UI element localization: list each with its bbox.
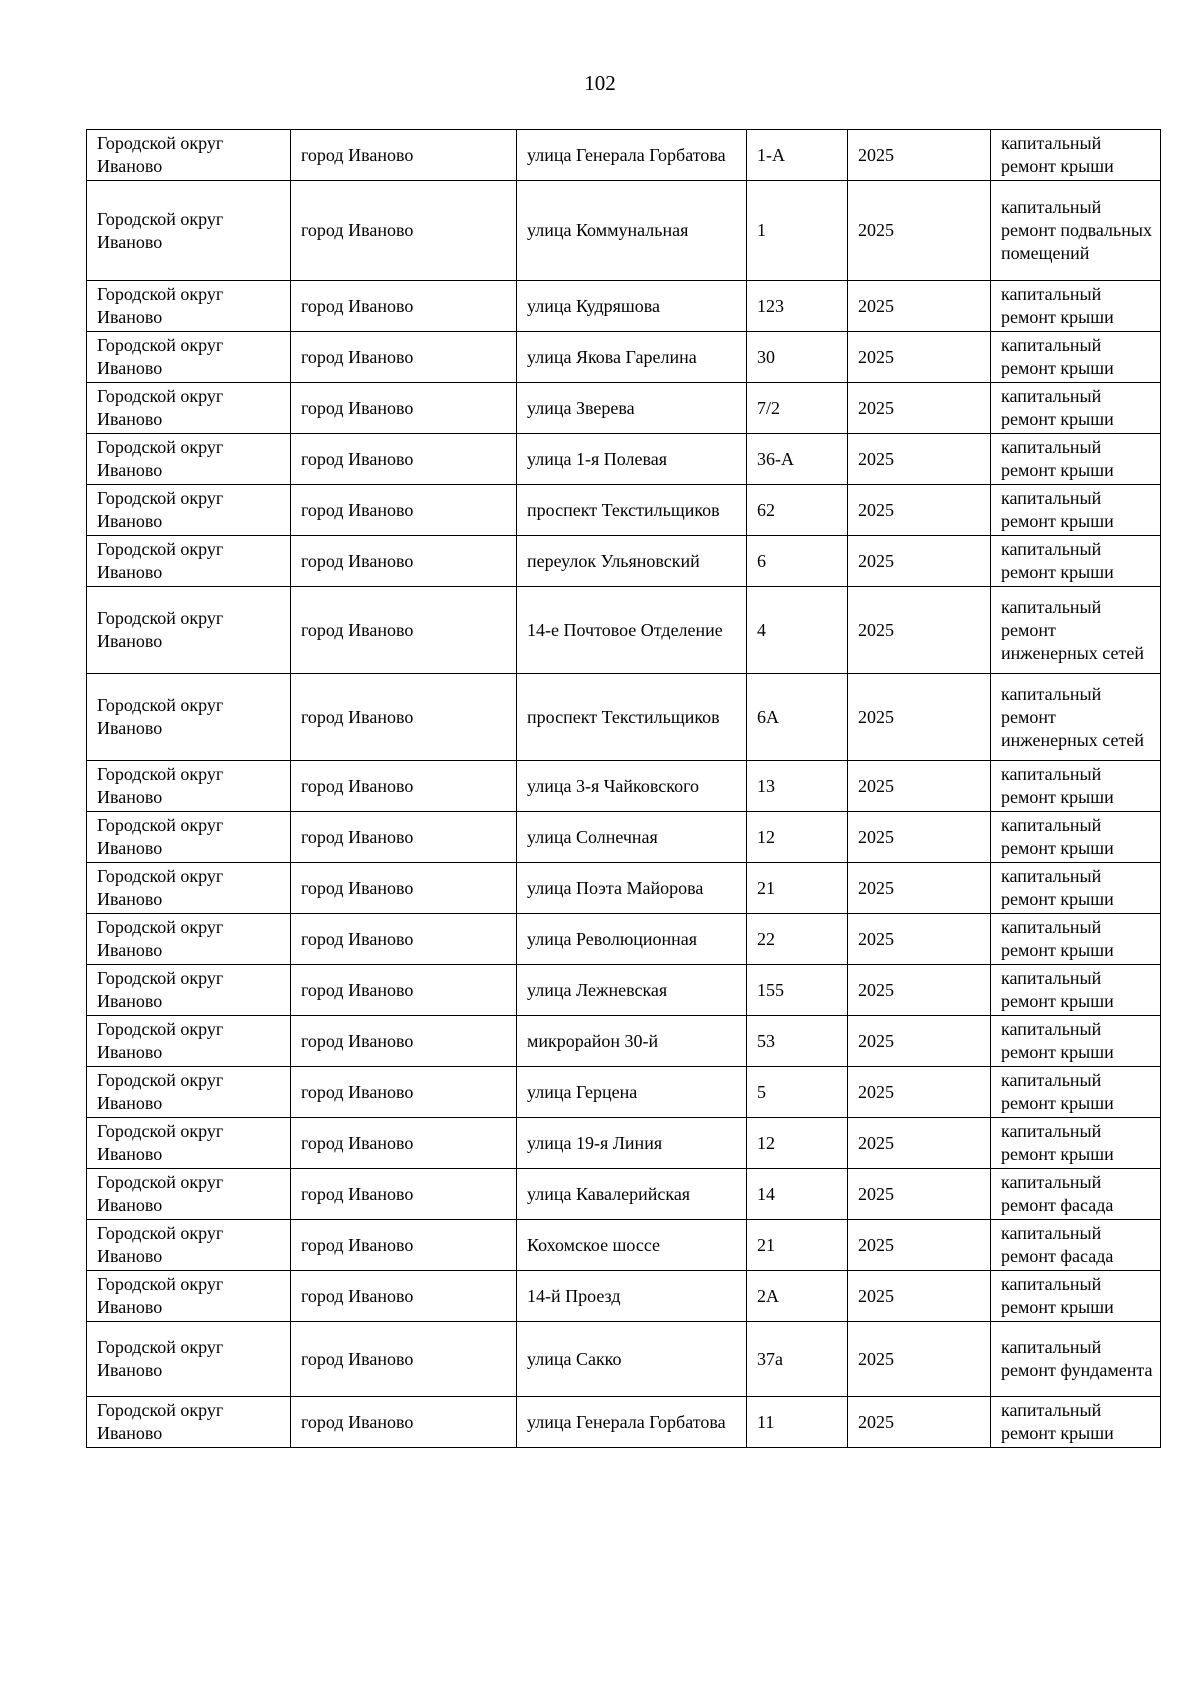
house-number-cell: 21: [747, 1220, 848, 1271]
year-cell: 2025: [848, 1271, 991, 1322]
street-cell: проспект Текстильщиков: [517, 674, 747, 761]
house-number-cell: 30: [747, 332, 848, 383]
year-cell: 2025: [848, 1322, 991, 1397]
municipality-cell: Городской округ Иваново: [87, 965, 291, 1016]
house-number-cell: 12: [747, 812, 848, 863]
work-type-cell: капитальный ремонт крыши: [991, 1118, 1161, 1169]
year-cell: 2025: [848, 383, 991, 434]
page-number: 102: [584, 71, 616, 95]
street-cell: улица Солнечная: [517, 812, 747, 863]
municipality-cell: Городской округ Иваново: [87, 383, 291, 434]
house-number-cell: 6: [747, 536, 848, 587]
street-cell: улица Генерала Горбатова: [517, 130, 747, 181]
table-row: [87, 1118, 1161, 1169]
settlement-cell: город Иваново: [291, 485, 517, 536]
table-row: [87, 587, 1161, 674]
year-cell: 2025: [848, 181, 991, 281]
municipality-cell: Городской округ Иваново: [87, 761, 291, 812]
settlement-cell: город Иваново: [291, 130, 517, 181]
municipality-cell: Городской округ Иваново: [87, 281, 291, 332]
work-type-cell: капитальный ремонт инженерных сетей: [991, 674, 1161, 761]
work-type-cell: капитальный ремонт крыши: [991, 914, 1161, 965]
table-row: [87, 1016, 1161, 1067]
street-cell: улица Революционная: [517, 914, 747, 965]
street-cell: улица Кудряшова: [517, 281, 747, 332]
house-number-cell: 13: [747, 761, 848, 812]
settlement-cell: город Иваново: [291, 383, 517, 434]
house-number-cell: 1: [747, 181, 848, 281]
municipality-cell: Городской округ Иваново: [87, 536, 291, 587]
work-type-cell: капитальный ремонт крыши: [991, 332, 1161, 383]
house-number-cell: 123: [747, 281, 848, 332]
house-number-cell: 14: [747, 1169, 848, 1220]
work-type-cell: капитальный ремонт крыши: [991, 130, 1161, 181]
year-cell: 2025: [848, 965, 991, 1016]
house-number-cell: 21: [747, 863, 848, 914]
table-row: [87, 281, 1161, 332]
street-cell: улица Кавалерийская: [517, 1169, 747, 1220]
work-type-cell: капитальный ремонт крыши: [991, 863, 1161, 914]
table-row: [87, 181, 1161, 281]
settlement-cell: город Иваново: [291, 1220, 517, 1271]
table-row: [87, 863, 1161, 914]
year-cell: 2025: [848, 281, 991, 332]
work-type-cell: капитальный ремонт крыши: [991, 383, 1161, 434]
house-number-cell: 11: [747, 1397, 848, 1448]
table-row: [87, 812, 1161, 863]
street-cell: улица 19-я Линия: [517, 1118, 747, 1169]
settlement-cell: город Иваново: [291, 434, 517, 485]
municipality-cell: Городской округ Иваново: [87, 1220, 291, 1271]
municipality-cell: Городской округ Иваново: [87, 674, 291, 761]
year-cell: 2025: [848, 536, 991, 587]
work-type-cell: капитальный ремонт крыши: [991, 761, 1161, 812]
work-type-cell: капитальный ремонт фундамента: [991, 1322, 1161, 1397]
settlement-cell: город Иваново: [291, 1016, 517, 1067]
table-body: [87, 130, 1161, 1448]
table-row: [87, 761, 1161, 812]
house-number-cell: 1-А: [747, 130, 848, 181]
house-number-cell: 5: [747, 1067, 848, 1118]
year-cell: 2025: [848, 914, 991, 965]
street-cell: микрорайон 30-й: [517, 1016, 747, 1067]
table-row: [87, 674, 1161, 761]
street-cell: улица Сакко: [517, 1322, 747, 1397]
year-cell: 2025: [848, 332, 991, 383]
settlement-cell: город Иваново: [291, 812, 517, 863]
street-cell: улица Якова Гарелина: [517, 332, 747, 383]
street-cell: улица Герцена: [517, 1067, 747, 1118]
year-cell: 2025: [848, 130, 991, 181]
settlement-cell: город Иваново: [291, 536, 517, 587]
street-cell: улица 3-я Чайковского: [517, 761, 747, 812]
table-row: [87, 1322, 1161, 1397]
year-cell: 2025: [848, 863, 991, 914]
municipality-cell: Городской округ Иваново: [87, 1271, 291, 1322]
work-type-cell: капитальный ремонт крыши: [991, 536, 1161, 587]
work-type-cell: капитальный ремонт крыши: [991, 434, 1161, 485]
table-row: [87, 332, 1161, 383]
house-number-cell: 155: [747, 965, 848, 1016]
municipality-cell: Городской округ Иваново: [87, 587, 291, 674]
work-type-cell: капитальный ремонт фасада: [991, 1220, 1161, 1271]
year-cell: 2025: [848, 761, 991, 812]
table-row: [87, 914, 1161, 965]
work-type-cell: капитальный ремонт крыши: [991, 965, 1161, 1016]
municipality-cell: Городской округ Иваново: [87, 130, 291, 181]
year-cell: 2025: [848, 674, 991, 761]
house-number-cell: 7/2: [747, 383, 848, 434]
municipality-cell: Городской округ Иваново: [87, 332, 291, 383]
municipality-cell: Городской округ Иваново: [87, 1016, 291, 1067]
year-cell: 2025: [848, 485, 991, 536]
house-number-cell: 53: [747, 1016, 848, 1067]
table-row: [87, 965, 1161, 1016]
table-row: [87, 1169, 1161, 1220]
settlement-cell: город Иваново: [291, 1067, 517, 1118]
municipality-cell: Городской округ Иваново: [87, 914, 291, 965]
work-type-cell: капитальный ремонт инженерных сетей: [991, 587, 1161, 674]
work-type-cell: капитальный ремонт крыши: [991, 1016, 1161, 1067]
street-cell: улица 1-я Полевая: [517, 434, 747, 485]
municipality-cell: Городской округ Иваново: [87, 434, 291, 485]
table-row: [87, 536, 1161, 587]
year-cell: 2025: [848, 1169, 991, 1220]
work-type-cell: капитальный ремонт крыши: [991, 1067, 1161, 1118]
settlement-cell: город Иваново: [291, 761, 517, 812]
table-row: [87, 1397, 1161, 1448]
street-cell: улица Коммунальная: [517, 181, 747, 281]
table-row: [87, 1067, 1161, 1118]
settlement-cell: город Иваново: [291, 965, 517, 1016]
year-cell: 2025: [848, 1397, 991, 1448]
year-cell: 2025: [848, 1118, 991, 1169]
municipality-cell: Городской округ Иваново: [87, 1118, 291, 1169]
house-number-cell: 22: [747, 914, 848, 965]
repair-registry-table: [86, 129, 1161, 1448]
table-row: [87, 1271, 1161, 1322]
municipality-cell: Городской округ Иваново: [87, 863, 291, 914]
year-cell: 2025: [848, 587, 991, 674]
settlement-cell: город Иваново: [291, 1322, 517, 1397]
year-cell: 2025: [848, 812, 991, 863]
house-number-cell: 36-А: [747, 434, 848, 485]
house-number-cell: 6А: [747, 674, 848, 761]
municipality-cell: Городской округ Иваново: [87, 1322, 291, 1397]
table-row: [87, 383, 1161, 434]
street-cell: 14-е Почтовое Отделение: [517, 587, 747, 674]
settlement-cell: город Иваново: [291, 914, 517, 965]
settlement-cell: город Иваново: [291, 1118, 517, 1169]
street-cell: улица Зверева: [517, 383, 747, 434]
table-row: [87, 130, 1161, 181]
house-number-cell: 12: [747, 1118, 848, 1169]
work-type-cell: капитальный ремонт крыши: [991, 1271, 1161, 1322]
municipality-cell: Городской округ Иваново: [87, 1067, 291, 1118]
street-cell: Кохомское шоссе: [517, 1220, 747, 1271]
settlement-cell: город Иваново: [291, 1169, 517, 1220]
work-type-cell: капитальный ремонт крыши: [991, 281, 1161, 332]
house-number-cell: 2А: [747, 1271, 848, 1322]
work-type-cell: капитальный ремонт крыши: [991, 812, 1161, 863]
work-type-cell: капитальный ремонт фасада: [991, 1169, 1161, 1220]
municipality-cell: Городской округ Иваново: [87, 812, 291, 863]
street-cell: 14-й Проезд: [517, 1271, 747, 1322]
year-cell: 2025: [848, 1067, 991, 1118]
settlement-cell: город Иваново: [291, 1271, 517, 1322]
municipality-cell: Городской округ Иваново: [87, 1169, 291, 1220]
work-type-cell: капитальный ремонт крыши: [991, 485, 1161, 536]
settlement-cell: город Иваново: [291, 587, 517, 674]
settlement-cell: город Иваново: [291, 281, 517, 332]
house-number-cell: 4: [747, 587, 848, 674]
municipality-cell: Городской округ Иваново: [87, 485, 291, 536]
street-cell: улица Поэта Майорова: [517, 863, 747, 914]
municipality-cell: Городской округ Иваново: [87, 1397, 291, 1448]
municipality-cell: Городской округ Иваново: [87, 181, 291, 281]
street-cell: улица Лежневская: [517, 965, 747, 1016]
table-row: [87, 485, 1161, 536]
settlement-cell: город Иваново: [291, 1397, 517, 1448]
table-row: [87, 434, 1161, 485]
settlement-cell: город Иваново: [291, 674, 517, 761]
work-type-cell: капитальный ремонт крыши: [991, 1397, 1161, 1448]
year-cell: 2025: [848, 434, 991, 485]
settlement-cell: город Иваново: [291, 181, 517, 281]
year-cell: 2025: [848, 1016, 991, 1067]
settlement-cell: город Иваново: [291, 332, 517, 383]
street-cell: улица Генерала Горбатова: [517, 1397, 747, 1448]
work-type-cell: капитальный ремонт подвальных помещений: [991, 181, 1161, 281]
house-number-cell: 62: [747, 485, 848, 536]
year-cell: 2025: [848, 1220, 991, 1271]
street-cell: переулок Ульяновский: [517, 536, 747, 587]
house-number-cell: 37а: [747, 1322, 848, 1397]
settlement-cell: город Иваново: [291, 863, 517, 914]
table-row: [87, 1220, 1161, 1271]
street-cell: проспект Текстильщиков: [517, 485, 747, 536]
